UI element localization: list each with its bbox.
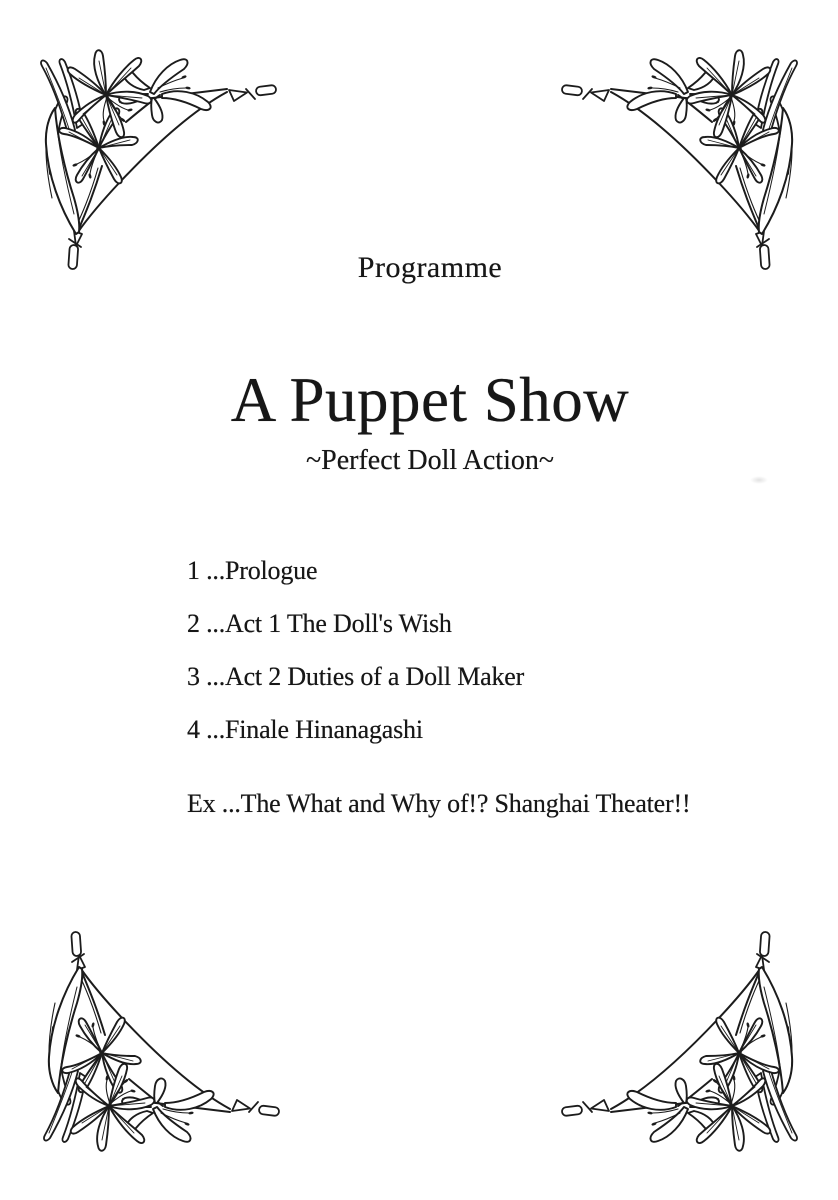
programme-item-1: 1 ...Prologue: [187, 556, 318, 585]
page-kicker: Programme: [357, 251, 503, 284]
page-subtitle: ~Perfect Doll Action~: [305, 445, 555, 476]
programme-item-2: 2 ...Act 1 The Doll's Wish: [187, 609, 452, 638]
programme-list: [187, 557, 690, 843]
lily-corner-ornament-bottom-right: [562, 933, 816, 1153]
lily-corner-ornament-bottom-left: [25, 933, 279, 1153]
lily-corner-ornament-top-right: [562, 48, 816, 268]
page-title: A Puppet Show: [230, 365, 630, 435]
scan-smudge: [750, 476, 768, 484]
programme-item-4: 4 ...Finale Hinanagashi: [187, 715, 423, 744]
lily-corner-ornament-top-left: [22, 48, 276, 268]
programme-item-extra: Ex ...The What and Why of!? Shanghai Theater!!: [187, 789, 691, 818]
programme-item-3: 3 ...Act 2 Duties of a Doll Maker: [187, 662, 525, 691]
